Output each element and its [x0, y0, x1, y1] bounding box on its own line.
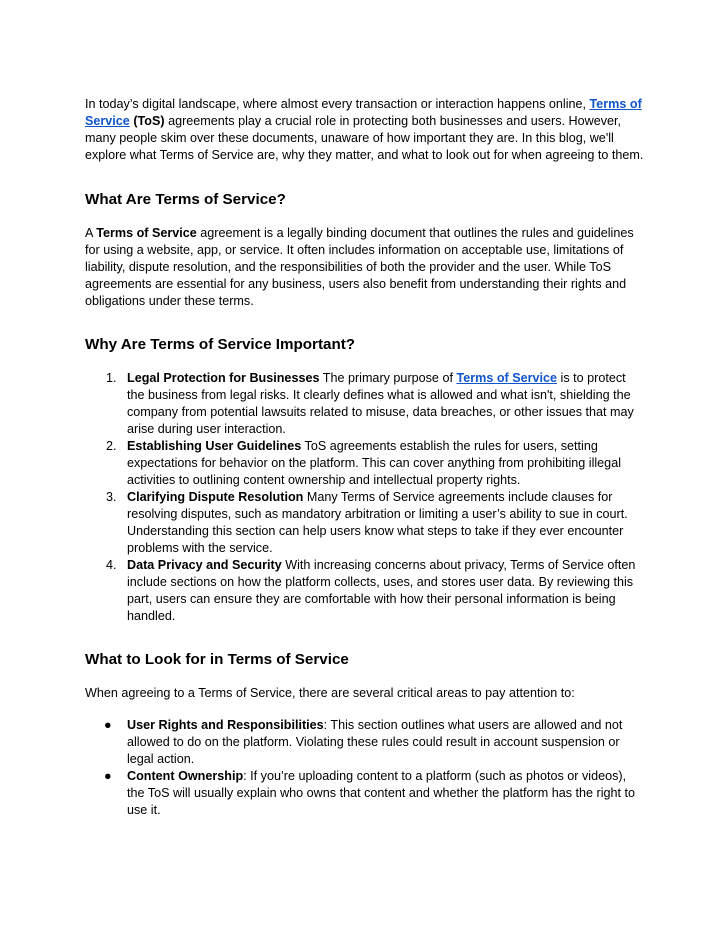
- bullet-icon: ●: [104, 718, 112, 732]
- terms-of-service-link[interactable]: Terms of Service: [85, 97, 642, 128]
- para-bold-term: Terms of Service: [96, 226, 197, 240]
- list-item-title: Data Privacy and Security: [127, 558, 282, 572]
- look-for-list: [85, 717, 645, 819]
- list-item-title: Legal Protection for Businesses: [127, 371, 320, 385]
- list-item-title: Establishing User Guidelines: [127, 439, 302, 453]
- list-number: 1.: [106, 371, 117, 385]
- list-item-title: Content Ownership: [127, 769, 244, 783]
- para-lead: A: [85, 226, 93, 240]
- list-item-title: User Rights and Responsibilities: [127, 718, 324, 732]
- intro-text-before: In today’s digital landscape, where almost every transaction or interaction happens online,: [85, 97, 587, 111]
- list-item: [85, 370, 645, 438]
- intro-text-after: agreements play a crucial role in protecting both businesses and users. However, many people skim over these documents, unaware of how important they are. In this blog, we'll explore what Terms of Service are, why they matter, and what to look out for when agreeing to them.: [85, 114, 644, 162]
- section-heading-what-are: What Are Terms of Service?: [85, 191, 286, 208]
- list-item-text: : If you’re uploading content to a platform (such as photos or videos), the ToS will usually explain who owns that content and whether the platform has the right to use it.: [127, 769, 636, 817]
- list-number: 2.: [106, 439, 117, 453]
- list-item-text: With increasing concerns about privacy, Terms of Service often include sections on how the platform collects, uses, and stores user data. By reviewing this part, users can ensure they are comfortable with how their personal information is being handled.: [127, 558, 636, 623]
- section-heading-what-to-look-for: What to Look for in Terms of Service: [85, 651, 349, 668]
- list-item: [85, 489, 645, 557]
- section-lead-text: When agreeing to a Terms of Service, there are several critical areas to pay attention to:: [85, 686, 575, 700]
- tos-abbreviation: (ToS): [133, 114, 165, 128]
- importance-list: [85, 370, 645, 625]
- list-item-text: is to protect the business from legal risks. It clearly defines what is allowed and what isn't, shielding the company from potential lawsuits related to misuse, data breaches, or other issues that may arise during user interaction.: [127, 371, 634, 436]
- list-number: 3.: [106, 490, 117, 504]
- terms-of-service-link[interactable]: Terms of Service: [456, 371, 558, 385]
- list-item: [85, 768, 645, 819]
- section-paragraph-what-are: [85, 225, 645, 310]
- para-text: agreement is a legally binding document that outlines the rules and guidelines for using a website, app, or service. It often includes information on acceptable use, limitations of liability, dispute resolution, and the responsibilities of both the provider and the user. While ToS agreements are essential for any business, users also benefit from understanding their rights and obligations under these terms.: [85, 226, 634, 308]
- document-page: [85, 96, 645, 819]
- list-number: 4.: [106, 558, 117, 572]
- list-item: [85, 717, 645, 768]
- bullet-icon: ●: [104, 769, 112, 783]
- list-item-text: Many Terms of Service agreements include clauses for resolving disputes, such as mandatory arbitration or limiting a user’s ability to sue in court. Understanding this section can help users know what steps to take if they ever encounter problems with the service.: [127, 490, 628, 555]
- list-item-text: ToS agreements establish the rules for users, setting expectations for behavior on the platform. This can cover anything from prohibiting illegal activities to outlining content ownership and intellectual property rights.: [127, 439, 621, 487]
- list-item-text: The primary purpose of: [322, 371, 453, 385]
- intro-paragraph: [85, 96, 645, 164]
- list-item: [85, 438, 645, 489]
- list-item-text: : This section outlines what users are allowed and not allowed to do on the platform. Violating these rules could result in account suspension or legal action.: [127, 718, 623, 766]
- section-heading-why-important: Why Are Terms of Service Important?: [85, 336, 356, 353]
- list-item-title: Clarifying Dispute Resolution: [127, 490, 304, 504]
- list-item: [85, 557, 645, 625]
